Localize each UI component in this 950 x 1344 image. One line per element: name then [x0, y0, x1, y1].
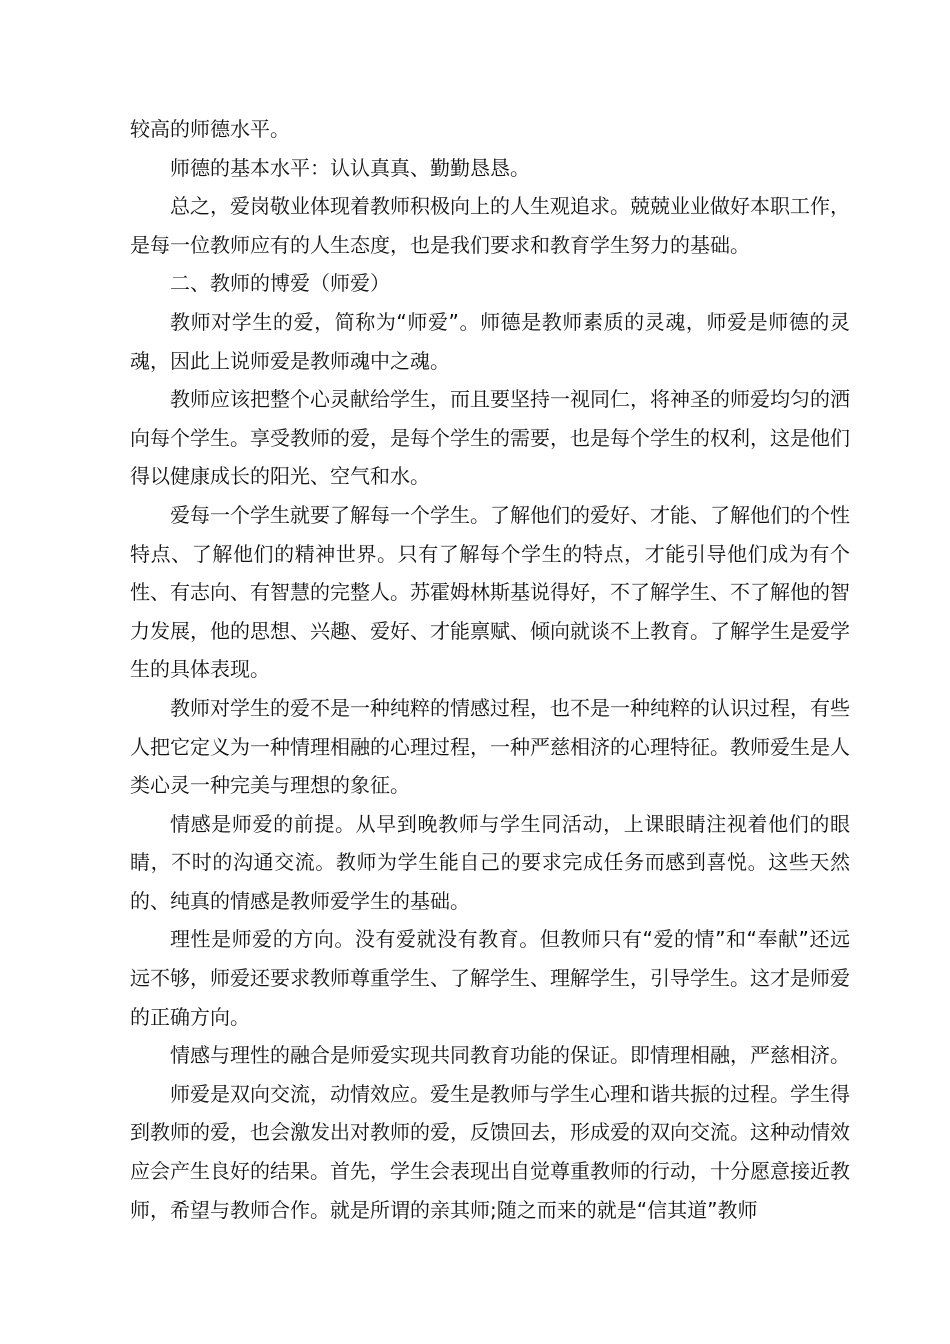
section-heading: 二、教师的博爱（师爱） [170, 271, 390, 296]
paragraph: 教师对学生的爱不是一种纯粹的情感过程，也不是一种纯粹的认识过程，有些人把它定义为一种情理相融的心理过程，一种严慈相济的心理特征。教师爱生是人类心灵一种完美与理想的象征。 [130, 695, 850, 798]
paragraph: 师爱是双向交流，动情效应。爱生是教师与学生心理和谐共振的过程。学生得到教师的爱，也会激发出对教师的爱，反馈回去，形成爱的双向交流。这种动情效应会产生良好的结果。首先，学生会表现出自觉尊重教师的行动，十分愿意接近教师，希望与教师合作。就是所谓的亲其师;随之而来的就是“信其道”教师 [130, 1081, 850, 1222]
paragraph: 情感是师爱的前提。从早到晚教师与学生同活动，上课眼睛注视着他们的眼睛，不时的沟通交流。教师为学生能自己的要求完成任务而感到喜悦。这些天然的、纯真的情感是教师爱学生的基础。 [130, 811, 850, 913]
paragraph: 情感与理性的融合是师爱实现共同教育功能的保证。即情理相融，严慈相济。 [170, 1043, 850, 1068]
paragraph-continuation: 较高的师德水平。 [130, 117, 290, 141]
paragraph: 教师对学生的爱，简称为“师爱”。师德是教师素质的灵魂，师爱是师德的灵魂，因此上说师爱是教师魂中之魂。 [130, 309, 850, 373]
paragraph: 爱每一个学生就要了解每一个学生。了解他们的爱好、才能、了解他们的个性特点、了解他们的精神世界。只有了解每个学生的特点，才能引导他们成为有个性、有志向、有智慧的完整人。苏霍姆林斯基说得好，不了解学生、不了解他的智力发展，他的思想、兴趣、爱好、才能禀赋、倾向就谈不上教育。了解学生是爱学生的具体表现。 [130, 502, 850, 682]
paragraph: 教师应该把整个心灵献给学生，而且要坚持一视同仁，将神圣的师爱均匀的洒向每个学生。享受教师的爱，是每个学生的需要，也是每个学生的权利，这是他们得以健康成长的阳光、空气和水。 [130, 387, 850, 489]
paragraph: 理性是师爱的方向。没有爱就没有教育。但教师只有“爱的情”和“奉献”还远远不够，师爱还要求教师尊重学生、了解学生、理解学生，引导学生。这才是师爱的正确方向。 [130, 927, 850, 1029]
paragraph: 总之，爱岗敬业体现着教师积极向上的人生观追求。兢兢业业做好本职工作，是每一位教师应有的人生态度，也是我们要求和教育学生努力的基础。 [130, 194, 850, 257]
paragraph: 师德的基本水平：认认真真、勤勤恳恳。 [170, 155, 530, 180]
document-body [130, 110, 850, 1229]
